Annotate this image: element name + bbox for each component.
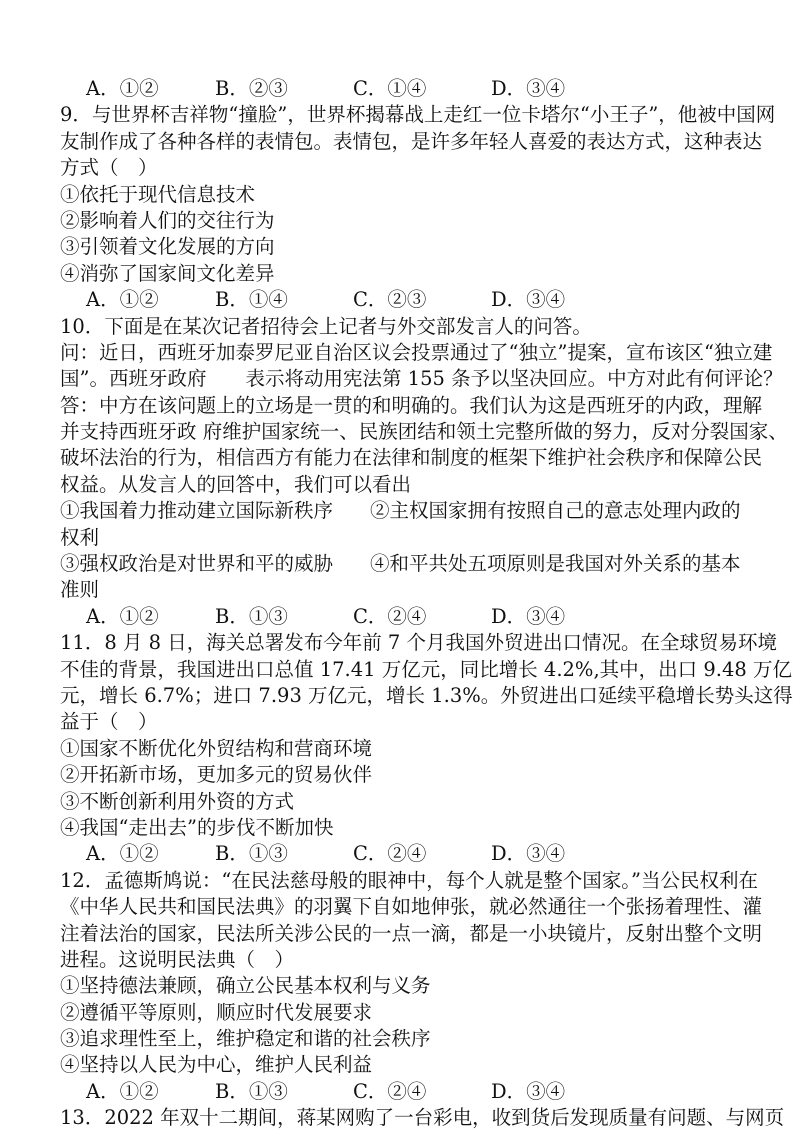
exam-page — [60, 76, 793, 1132]
q10-item-3: ③强权政治是对世界和平的威胁 — [60, 552, 334, 576]
q10-option-a: A．①② — [86, 604, 159, 628]
q10-stem-line: 答：中方在该问题上的立场是一贯的和明确的。我们认为这是西班牙的内政，理解 — [60, 393, 763, 417]
q10-items-row-2 — [60, 551, 750, 577]
q12-stem-line: 注着法治的国家，民法所关涉公民的一点一滴，都是一小块镜片，反射出整个文明 — [60, 921, 763, 945]
q12-stem-line: 《中华人民共和国民法典》的羽翼下自如地伸张，就必然通往一个张扬着理性、灌 — [60, 895, 763, 919]
q12-item-4: ④坚持以人民为中心，维护人民利益 — [60, 1053, 373, 1077]
q8-option-b: B．②③ — [215, 77, 288, 100]
q10-item-2-continued: 权利 — [60, 525, 100, 549]
q10-stem-line: 权益。从发言人的回答中，我们可以看出 — [60, 472, 412, 496]
q10-stem-line: 国”。西班牙政府 表示将动用宪法第 155 条予以坚决回应。中方对此有何评论？ — [60, 367, 783, 391]
q11-item-2: ②开拓新市场，更加多元的贸易伙伴 — [60, 763, 373, 787]
q9-option-a: A．①② — [86, 288, 159, 312]
q12-item-2: ②遵循平等原则，顺应时代发展要求 — [60, 1000, 373, 1024]
q10-item-4: ④和平共处五项原则是我国对外关系的基本 — [370, 552, 741, 576]
q12-item-1: ①坚持德法兼顾，确立公民基本权利与义务 — [60, 974, 431, 998]
q11-stem-line: 不佳的背景，我国进出口总值 17.41 万亿元，同比增长 4.2%,其中，出口 9.48 万亿 — [60, 657, 792, 681]
q10-option-c: C．②④ — [353, 604, 427, 628]
q10-item-1: ①我国着力推动建立国际新秩序 — [60, 499, 334, 523]
q9-stem-line: 方式（ ） — [60, 156, 158, 180]
q9-stem — [60, 102, 776, 181]
q12-option-c: C．②④ — [353, 1079, 427, 1103]
q12-option-d: D．③④ — [491, 1079, 566, 1103]
q11-item-1: ①国家不断优化外贸结构和营商环境 — [60, 736, 373, 760]
q11-option-c: C．②④ — [353, 842, 427, 866]
q11-item-3: ③不断创新利用外资的方式 — [60, 789, 295, 813]
q10-items-row-1 — [60, 498, 750, 524]
q12-stem-line: 12．孟德斯鸠说：“在民法慈母般的眼神中，每个人就是整个国家。”当公民权利在 — [60, 868, 759, 892]
q9-option-c: C．②③ — [353, 288, 427, 312]
q8-options — [60, 76, 750, 102]
q10-option-d: D．③④ — [491, 604, 566, 628]
q11-stem-line: 元，增长 6.7%；进口 7.93 万亿元，增长 1.3%。外贸进出口延续平稳增长势头这得 — [60, 683, 793, 707]
q9-option-d: D．③④ — [491, 288, 566, 312]
q9-item-3: ③引领着文化发展的方向 — [60, 235, 275, 259]
q10-options — [60, 604, 750, 630]
q12-option-a: A．①② — [86, 1079, 159, 1103]
q9-stem-line: 友制作成了各种各样的表情包。表情包，是许多年轻人喜爱的表达方式，这种表达 — [60, 129, 763, 153]
q12-item-3: ③追求理性至上，维护稳定和谐的社会秩序 — [60, 1027, 431, 1051]
q11-item-4: ④我国“走出去”的步伐不断加快 — [60, 815, 334, 839]
q10-option-b: B．①③ — [215, 604, 288, 628]
q9-options — [60, 287, 750, 313]
q13-stem — [60, 1105, 785, 1131]
q11-stem-line: 11．8 月 8 日，海关总署发布今年前 7 个月我国外贸进出口情况。在全球贸易环境 — [60, 631, 778, 655]
q9-item-1: ①依托于现代信息技术 — [60, 182, 256, 206]
q13-stem-line: 13．2022 年双十二期间，蒋某网购了一台彩电，收到货后发现质量有问题、与网页 — [60, 1106, 785, 1130]
q11-option-a: A．①② — [86, 842, 159, 866]
q12-option-b: B．①③ — [215, 1079, 288, 1103]
q9-item-4: ④消弥了国家间文化差异 — [60, 261, 275, 285]
q11-option-b: B．①③ — [215, 842, 288, 866]
q9-stem-line: 9．与世界杯吉祥物“撞脸”，世界杯揭幕战上走红一位卡塔尔“小王子”，他被中国网 — [60, 103, 776, 127]
q10-stem — [60, 314, 788, 499]
q8-option-d: D．③④ — [491, 77, 566, 100]
q9-option-b: B．①④ — [215, 288, 288, 312]
q8-option-c: C．①④ — [353, 77, 427, 100]
q10-stem-line: 并支持西班牙政 府维护国家统一、民族团结和领土完整所做的努力，反对分裂国家、 — [60, 420, 788, 444]
q10-stem-line: 问：近日，西班牙加泰罗尼亚自治区议会投票通过了“独立”提案，宣布该区“独立建 — [60, 340, 773, 364]
q12-options — [60, 1079, 750, 1105]
q11-options — [60, 841, 750, 867]
q10-item-2: ②主权国家拥有按照自己的意志处理内政的 — [370, 499, 741, 523]
q11-stem-line: 益于（ ） — [60, 710, 158, 734]
q11-option-d: D．③④ — [491, 842, 566, 866]
q12-stem — [60, 868, 763, 974]
q10-item-4-continued: 准则 — [60, 578, 100, 602]
q12-stem-line: 进程。这说明民法典（ ） — [60, 947, 295, 971]
q10-stem-line: 破坏法治的行为，相信西方有能力在法律和制度的框架下维护社会秩序和保障公民 — [60, 446, 763, 470]
q8-option-a: A．①② — [86, 77, 159, 100]
q10-stem-line: 10．下面是在某次记者招待会上记者与外交部发言人的问答。 — [60, 314, 592, 338]
q9-item-2: ②影响着人们的交往行为 — [60, 208, 275, 232]
q11-stem — [60, 630, 793, 736]
